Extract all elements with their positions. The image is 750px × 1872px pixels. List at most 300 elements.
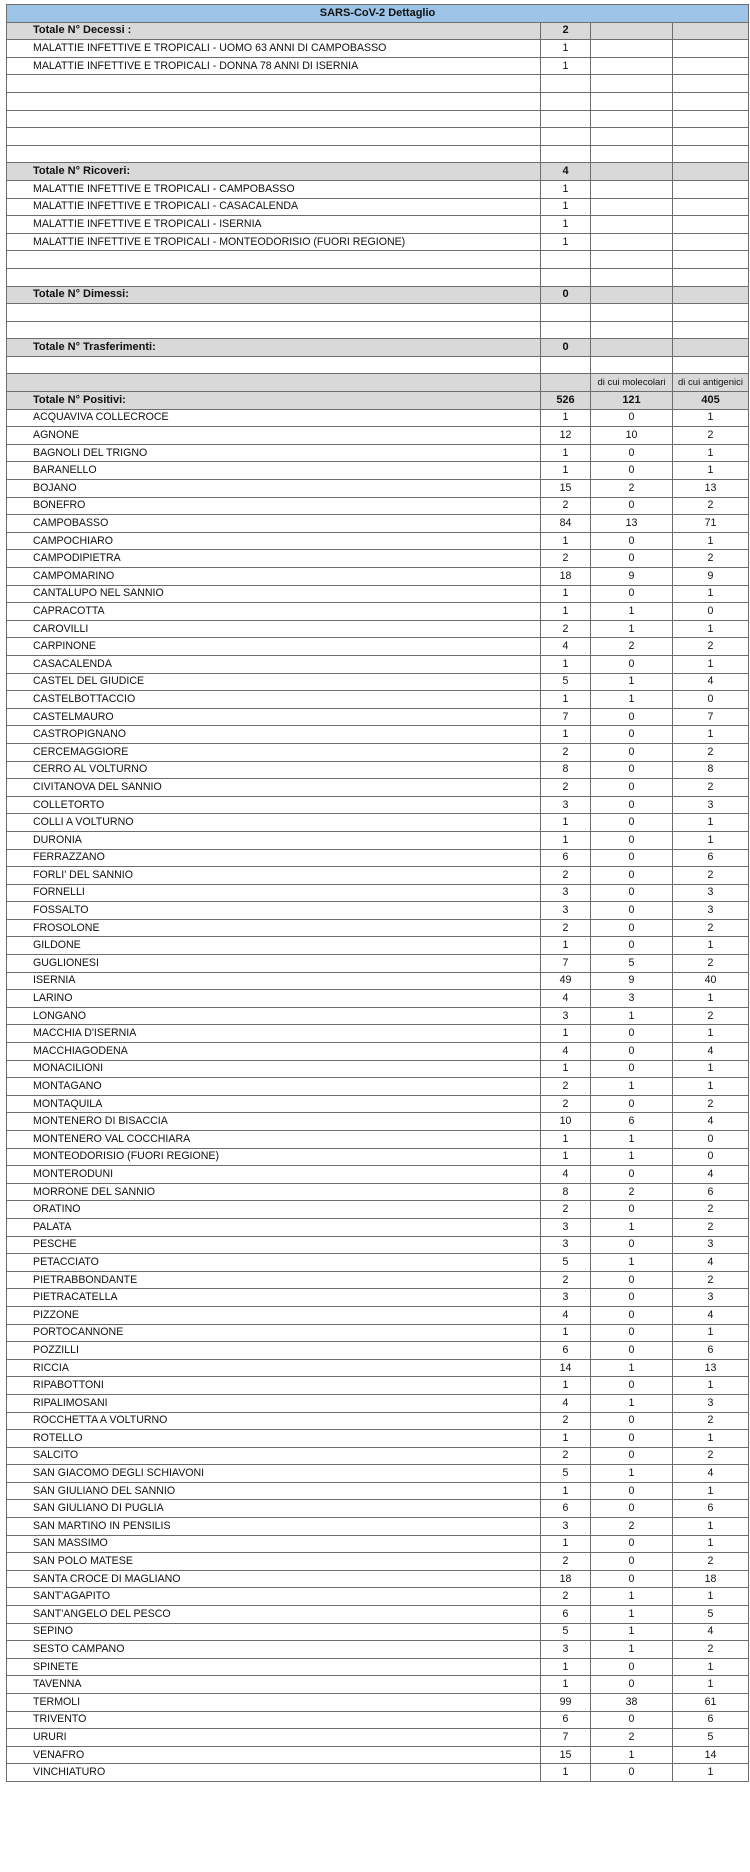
section-row-name: MALATTIE INFETTIVE E TROPICALI - MONTEODORISIO (FUORI REGIONE) [7,233,541,251]
comune-row [7,1764,749,1782]
comune-antigenici: 1 [673,655,749,673]
sheet-title: SARS-CoV-2 Dettaglio [7,5,749,23]
comune-molecolari: 0 [591,1025,673,1043]
comune-molecolari: 0 [591,462,673,480]
comune-name: SAN GIACOMO DEGLI SCHIAVONI [7,1465,541,1483]
comune-total: 2 [541,1078,591,1096]
comune-antigenici: 0 [673,1131,749,1149]
comune-molecolari: 0 [591,761,673,779]
empty-cell [591,110,673,128]
comune-antigenici: 3 [673,902,749,920]
comune-molecolari: 0 [591,1306,673,1324]
comune-row [7,409,749,427]
comune-molecolari: 1 [591,1078,673,1096]
comune-molecolari: 1 [591,691,673,709]
comune-name: CASACALENDA [7,655,541,673]
comune-total: 2 [541,743,591,761]
empty-cell [673,92,749,110]
comune-antigenici: 4 [673,1623,749,1641]
comune-antigenici: 4 [673,1306,749,1324]
comune-row [7,1271,749,1289]
comune-row [7,972,749,990]
section-header-total: 0 [541,286,591,304]
empty-cell [591,92,673,110]
empty-cell [591,40,673,58]
comune-name: FOSSALTO [7,902,541,920]
positivi-header-row [7,392,749,410]
comune-row [7,655,749,673]
comune-row [7,1113,749,1131]
empty-cell [591,339,673,357]
comune-antigenici: 1 [673,1535,749,1553]
comune-row [7,1289,749,1307]
detail-table [6,4,749,1782]
comune-row [7,1060,749,1078]
comune-antigenici: 4 [673,1113,749,1131]
comune-row [7,1518,749,1536]
comune-row [7,1394,749,1412]
comune-total: 3 [541,1218,591,1236]
comune-name: ISERNIA [7,972,541,990]
comune-antigenici: 0 [673,691,749,709]
comune-antigenici: 3 [673,1289,749,1307]
comune-total: 3 [541,1518,591,1536]
comune-total: 1 [541,1324,591,1342]
empty-cell [591,22,673,40]
comune-total: 2 [541,1412,591,1430]
comune-total: 1 [541,1658,591,1676]
comune-row [7,1711,749,1729]
comune-antigenici: 4 [673,1043,749,1061]
title-row [7,5,749,23]
empty-cell [673,233,749,251]
comune-molecolari: 1 [591,1606,673,1624]
section-header-row [7,163,749,181]
empty-cell [7,92,541,110]
comune-row [7,638,749,656]
comune-molecolari: 0 [591,1553,673,1571]
comune-antigenici: 2 [673,1447,749,1465]
comune-antigenici: 2 [673,1007,749,1025]
comune-antigenici: 1 [673,462,749,480]
comune-row [7,1131,749,1149]
comune-total: 1 [541,409,591,427]
comune-name: BARANELLO [7,462,541,480]
comune-molecolari: 1 [591,1641,673,1659]
comune-total: 6 [541,849,591,867]
comune-total: 84 [541,515,591,533]
comune-name: CAMPOMARINO [7,568,541,586]
comune-antigenici: 2 [673,1095,749,1113]
comune-total: 2 [541,1588,591,1606]
comune-total: 4 [541,638,591,656]
comune-name: SESTO CAMPANO [7,1641,541,1659]
comune-name: MONTEODORISIO (FUORI REGIONE) [7,1148,541,1166]
comune-row [7,1694,749,1712]
comune-molecolari: 1 [591,1007,673,1025]
comune-row [7,1658,749,1676]
section-row [7,40,749,58]
comune-name: SEPINO [7,1623,541,1641]
positivi-total: 526 [541,392,591,410]
comune-antigenici: 2 [673,497,749,515]
comune-antigenici: 2 [673,779,749,797]
empty-cell [673,163,749,181]
comune-name: CIVITANOVA DEL SANNIO [7,779,541,797]
comune-antigenici: 14 [673,1746,749,1764]
comune-total: 1 [541,532,591,550]
comune-antigenici: 7 [673,708,749,726]
empty-cell [673,286,749,304]
section-header-label: Totale N° Trasferimenti: [7,339,541,357]
comune-total: 5 [541,1465,591,1483]
comune-total: 15 [541,480,591,498]
blank-row [7,304,749,322]
comune-name: ROCCHETTA A VOLTURNO [7,1412,541,1430]
comune-antigenici: 0 [673,1148,749,1166]
empty-cell [7,110,541,128]
empty-cell [7,75,541,93]
section-row [7,57,749,75]
comune-row [7,1306,749,1324]
section-header-total: 2 [541,22,591,40]
comune-row [7,673,749,691]
comune-name: FORNELLI [7,884,541,902]
section-header-total: 0 [541,339,591,357]
empty-cell [673,40,749,58]
comune-total: 99 [541,1694,591,1712]
comune-molecolari: 3 [591,990,673,1008]
comune-molecolari: 0 [591,726,673,744]
comune-row [7,1412,749,1430]
comune-molecolari: 0 [591,1166,673,1184]
comune-antigenici: 2 [673,427,749,445]
comune-antigenici: 6 [673,1342,749,1360]
comune-antigenici: 2 [673,638,749,656]
comune-row [7,1535,749,1553]
comune-row [7,1359,749,1377]
empty-cell [673,22,749,40]
empty-cell [541,374,591,392]
section-header-row [7,22,749,40]
comune-molecolari: 1 [591,673,673,691]
comune-name: LARINO [7,990,541,1008]
comune-total: 1 [541,585,591,603]
empty-cell [673,321,749,339]
comune-molecolari: 2 [591,1729,673,1747]
comune-row [7,532,749,550]
comune-molecolari: 0 [591,1095,673,1113]
comune-molecolari: 2 [591,638,673,656]
comune-total: 5 [541,673,591,691]
comune-total: 5 [541,1623,591,1641]
section-header-label: Totale N° Decessi : [7,22,541,40]
comune-antigenici: 2 [673,550,749,568]
comune-molecolari: 1 [591,1131,673,1149]
empty-cell [591,145,673,163]
comune-antigenici: 1 [673,585,749,603]
comune-row [7,1254,749,1272]
comune-total: 18 [541,1570,591,1588]
comune-row [7,1588,749,1606]
comune-name: CASTELBOTTACCIO [7,691,541,709]
comune-antigenici: 2 [673,867,749,885]
comune-total: 18 [541,568,591,586]
blank-row [7,110,749,128]
comune-total: 4 [541,1306,591,1324]
comune-row [7,831,749,849]
comune-molecolari: 2 [591,1183,673,1201]
comune-name: COLLI A VOLTURNO [7,814,541,832]
comune-row [7,884,749,902]
comune-molecolari: 1 [591,603,673,621]
comune-molecolari: 0 [591,1535,673,1553]
comune-total: 7 [541,708,591,726]
comune-name: ORATINO [7,1201,541,1219]
comune-molecolari: 0 [591,814,673,832]
comune-total: 1 [541,937,591,955]
comune-name: LONGANO [7,1007,541,1025]
comune-molecolari: 0 [591,831,673,849]
comune-name: AGNONE [7,427,541,445]
comune-molecolari: 2 [591,480,673,498]
comune-antigenici: 2 [673,1201,749,1219]
comune-molecolari: 9 [591,568,673,586]
section-row-total: 1 [541,180,591,198]
comune-molecolari: 13 [591,515,673,533]
comune-row [7,1746,749,1764]
comune-name: GILDONE [7,937,541,955]
comune-row [7,1007,749,1025]
empty-cell [591,356,673,374]
comune-molecolari: 2 [591,1518,673,1536]
comune-antigenici: 1 [673,532,749,550]
empty-cell [673,128,749,146]
comune-antigenici: 18 [673,1570,749,1588]
comune-antigenici: 1 [673,1430,749,1448]
comune-total: 1 [541,462,591,480]
comune-row [7,779,749,797]
comune-total: 8 [541,1183,591,1201]
comune-name: FROSOLONE [7,919,541,937]
comune-total: 2 [541,620,591,638]
comune-molecolari: 0 [591,1658,673,1676]
comune-antigenici: 3 [673,1236,749,1254]
comune-total: 1 [541,831,591,849]
blank-row [7,268,749,286]
comune-antigenici: 1 [673,1764,749,1782]
empty-cell [591,75,673,93]
empty-cell [541,251,591,269]
comune-molecolari: 0 [591,1500,673,1518]
empty-cell [7,251,541,269]
comune-total: 1 [541,726,591,744]
empty-cell [7,374,541,392]
comune-total: 3 [541,902,591,920]
empty-cell [591,128,673,146]
comune-antigenici: 1 [673,814,749,832]
empty-cell [541,92,591,110]
comune-row [7,1623,749,1641]
comune-name: VENAFRO [7,1746,541,1764]
comune-total: 5 [541,1254,591,1272]
comune-name: SAN GIULIANO DEL SANNIO [7,1482,541,1500]
comune-row [7,902,749,920]
blank-row [7,75,749,93]
comune-row [7,1641,749,1659]
comune-total: 8 [541,761,591,779]
comune-molecolari: 0 [591,1570,673,1588]
empty-cell [7,356,541,374]
comune-antigenici: 3 [673,884,749,902]
comune-name: CAPRACOTTA [7,603,541,621]
comune-row [7,585,749,603]
comune-molecolari: 1 [591,1359,673,1377]
comune-molecolari: 10 [591,427,673,445]
comune-name: CASTROPIGNANO [7,726,541,744]
empty-cell [541,128,591,146]
comune-row [7,1676,749,1694]
comune-total: 2 [541,1201,591,1219]
comune-row [7,937,749,955]
comune-molecolari: 1 [591,1218,673,1236]
empty-cell [7,145,541,163]
section-header-label: Totale N° Dimessi: [7,286,541,304]
section-row [7,216,749,234]
comune-total: 1 [541,444,591,462]
covid-detail-sheet [6,4,748,1782]
comune-antigenici: 13 [673,1359,749,1377]
comune-row [7,515,749,533]
empty-cell [673,356,749,374]
comune-antigenici: 6 [673,1500,749,1518]
comune-molecolari: 0 [591,444,673,462]
comune-name: PESCHE [7,1236,541,1254]
comune-total: 1 [541,1430,591,1448]
empty-cell [673,268,749,286]
comune-row [7,726,749,744]
empty-cell [541,110,591,128]
comune-name: CASTELMAURO [7,708,541,726]
comune-total: 2 [541,1553,591,1571]
empty-cell [591,268,673,286]
comune-row [7,1095,749,1113]
empty-cell [591,251,673,269]
comune-total: 1 [541,1131,591,1149]
comune-row [7,849,749,867]
comune-total: 3 [541,796,591,814]
comune-row [7,814,749,832]
comune-molecolari: 0 [591,1271,673,1289]
comune-row [7,1183,749,1201]
comune-molecolari: 1 [591,620,673,638]
comune-name: CAMPODIPIETRA [7,550,541,568]
comune-row [7,1236,749,1254]
comune-total: 14 [541,1359,591,1377]
comune-name: CASTEL DEL GIUDICE [7,673,541,691]
comune-antigenici: 2 [673,1412,749,1430]
comune-row [7,1447,749,1465]
comune-antigenici: 4 [673,1254,749,1272]
comune-total: 4 [541,990,591,1008]
comune-name: MONTAQUILA [7,1095,541,1113]
comune-antigenici: 2 [673,1271,749,1289]
comune-row [7,1201,749,1219]
comune-name: PIETRACATELLA [7,1289,541,1307]
comune-name: RIPALIMOSANI [7,1394,541,1412]
comune-antigenici: 1 [673,831,749,849]
comune-row [7,1218,749,1236]
comune-antigenici: 2 [673,1641,749,1659]
blank-row [7,128,749,146]
comune-molecolari: 0 [591,1289,673,1307]
comune-row [7,603,749,621]
comune-antigenici: 13 [673,480,749,498]
comune-molecolari: 0 [591,532,673,550]
comune-name: MACCHIA D'ISERNIA [7,1025,541,1043]
comune-molecolari: 1 [591,1588,673,1606]
comune-total: 7 [541,955,591,973]
comune-name: SPINETE [7,1658,541,1676]
comune-row [7,761,749,779]
section-row-name: MALATTIE INFETTIVE E TROPICALI - ISERNIA [7,216,541,234]
comune-antigenici: 1 [673,1588,749,1606]
comune-name: CERRO AL VOLTURNO [7,761,541,779]
comune-name: CERCEMAGGIORE [7,743,541,761]
empty-cell [541,268,591,286]
comune-total: 1 [541,1764,591,1782]
comune-total: 49 [541,972,591,990]
comune-row [7,1465,749,1483]
comune-row [7,1500,749,1518]
section-header-total: 4 [541,163,591,181]
comune-molecolari: 0 [591,585,673,603]
empty-cell [591,286,673,304]
comune-row [7,620,749,638]
comune-molecolari: 0 [591,1201,673,1219]
comune-name: URURI [7,1729,541,1747]
comune-total: 6 [541,1606,591,1624]
comune-name: MACCHIAGODENA [7,1043,541,1061]
section-row-total: 1 [541,216,591,234]
empty-cell [673,145,749,163]
section-row-name: MALATTIE INFETTIVE E TROPICALI - DONNA 78 ANNI DI ISERNIA [7,57,541,75]
comune-antigenici: 2 [673,955,749,973]
section-header-label: Totale N° Ricoveri: [7,163,541,181]
section-row-total: 1 [541,233,591,251]
empty-cell [673,304,749,322]
section-row-name: MALATTIE INFETTIVE E TROPICALI - UOMO 63 ANNI DI CAMPOBASSO [7,40,541,58]
comune-antigenici: 5 [673,1729,749,1747]
comune-antigenici: 1 [673,1482,749,1500]
comune-row [7,427,749,445]
comune-molecolari: 0 [591,919,673,937]
comune-antigenici: 9 [673,568,749,586]
comune-name: TAVENNA [7,1676,541,1694]
comune-total: 1 [541,1482,591,1500]
comune-row [7,990,749,1008]
comune-row [7,1025,749,1043]
blank-row [7,145,749,163]
comune-molecolari: 0 [591,1482,673,1500]
comune-name: PORTOCANNONE [7,1324,541,1342]
comune-antigenici: 1 [673,1025,749,1043]
comune-name: SAN MASSIMO [7,1535,541,1553]
comune-name: BONEFRO [7,497,541,515]
comune-total: 1 [541,1025,591,1043]
comune-total: 2 [541,1095,591,1113]
comune-antigenici: 40 [673,972,749,990]
